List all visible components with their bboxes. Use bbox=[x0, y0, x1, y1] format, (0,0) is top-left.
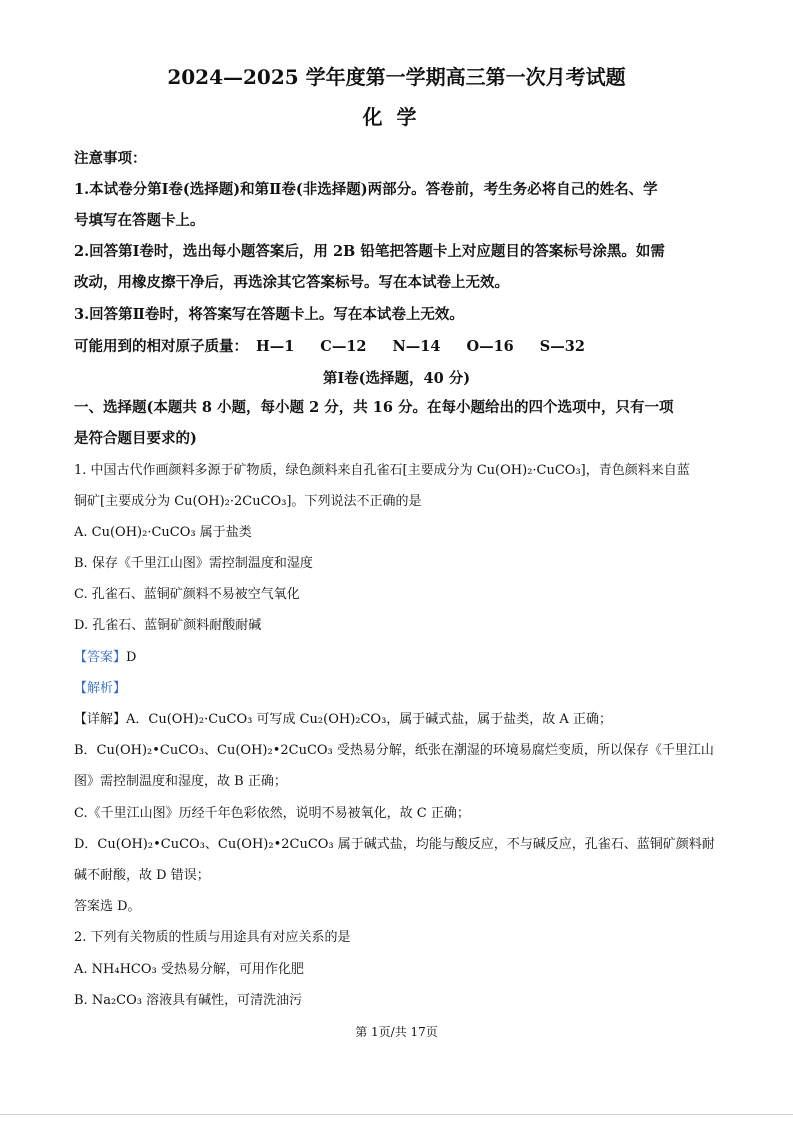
q2-option-b: B. Na₂CO₃ 溶液具有碱性，可清洗油污 bbox=[74, 993, 303, 1008]
atomic-mass-o: O—16 bbox=[466, 338, 514, 355]
q1-option-a: A. Cu(OH)₂·CuCO₃ 属于盐类 bbox=[74, 525, 252, 540]
notice-item-2-line-2: 改动，用橡皮擦干净后，再选涂其它答案标号。写在本试卷上无效。 bbox=[74, 274, 509, 291]
bottom-divider bbox=[0, 1114, 793, 1115]
q1-conclusion: 答案选 D。 bbox=[74, 899, 141, 914]
answer-value: D bbox=[126, 650, 137, 665]
section-1-instructions-line-1: 一、选择题(本题共 8 小题，每小题 2 分，共 16 分。在每小题给出的四个选项中，只有一项 bbox=[74, 399, 674, 416]
atomic-mass-h: H—1 bbox=[256, 338, 295, 355]
q1-option-d: D. 孔雀石、蓝铜矿颜料耐酸耐碱 bbox=[74, 618, 262, 633]
q2-stem: 2. 下列有关物质的性质与用途具有对应关系的是 bbox=[74, 930, 351, 945]
notice-item-1-line-1: 1.本试卷分第Ⅰ卷(选择题)和第Ⅱ卷(非选择题)两部分。答卷前，考生务必将自己的姓名、学 bbox=[74, 181, 658, 198]
notice-heading: 注意事项： bbox=[74, 150, 147, 167]
q1-detail-c: C.《千里江山图》历经千年色彩依然，说明不易被氧化，故 C 正确； bbox=[74, 806, 470, 821]
notice-item-1-line-2: 号填写在答题卡上。 bbox=[74, 212, 205, 229]
page-number: 第 1页/共 17页 bbox=[355, 1025, 438, 1039]
q1-detail-a bbox=[74, 711, 612, 729]
page-title: 2024—2025 学年度第一学期高三第一次月考试题 bbox=[167, 65, 626, 89]
q1-detail-d-line-1: D．Cu(OH)₂•CuCO₃、Cu(OH)₂•2CuCO₃ 属于碱式盐，均能与酸反应，不与碱反应，孔雀石、蓝铜矿颜料耐 bbox=[74, 837, 715, 852]
detail-a-text: A．Cu(OH)₂·CuCO₃ 可写成 Cu₂(OH)₂CO₃，属于碱式盐，属于盐类，故 A 正确； bbox=[126, 712, 612, 727]
atomic-mass-c: C—12 bbox=[320, 338, 367, 355]
atomic-mass-label: 可能用到的相对原子质量： bbox=[74, 338, 248, 355]
notice-item-3: 3.回答第Ⅱ卷时，将答案写在答题卡上。写在本试卷上无效。 bbox=[74, 306, 464, 323]
notice-item-2-line-1: 2.回答第Ⅰ卷时，选出每小题答案后，用 2B 铅笔把答题卡上对应题目的答案标号涂黑。如需 bbox=[74, 243, 665, 260]
analysis-tag: 【解析】 bbox=[74, 681, 127, 696]
subject-title: 化学 bbox=[362, 105, 431, 129]
q1-answer bbox=[74, 649, 136, 667]
section-1-instructions-line-2: 是符合题目要求的) bbox=[74, 430, 197, 447]
q1-option-b: B. 保存《千里江山图》需控制温度和湿度 bbox=[74, 556, 313, 571]
section-1-title: 第Ⅰ卷(选择题，40 分) bbox=[322, 370, 471, 387]
q1-stem-line-2: 铜矿[主要成分为 Cu(OH)₂·2CuCO₃]。下列说法不正确的是 bbox=[74, 494, 422, 509]
atomic-mass-n: N—14 bbox=[392, 338, 441, 355]
answer-tag: 【答案】 bbox=[74, 650, 127, 665]
q1-detail-d-line-2: 碱不耐酸，故 D 错误； bbox=[74, 868, 210, 883]
detail-tag: 【详解】 bbox=[74, 712, 127, 727]
q1-option-c: C. 孔雀石、蓝铜矿颜料不易被空气氧化 bbox=[74, 587, 300, 602]
q1-detail-b-line-2: 图》需控制温度和湿度，故 B 正确； bbox=[74, 774, 287, 789]
atomic-mass-line bbox=[74, 338, 611, 356]
q1-detail-b-line-1: B．Cu(OH)₂•CuCO₃、Cu(OH)₂•2CuCO₃ 受热易分解，纸张在潮湿的环境易腐烂变质，所以保存《千里江山 bbox=[74, 743, 714, 758]
q2-option-a: A. NH₄HCO₃ 受热易分解，可用作化肥 bbox=[74, 962, 304, 977]
atomic-mass-s: S—32 bbox=[539, 338, 585, 355]
q1-stem-line-1: 1. 中国古代作画颜料多源于矿物质，绿色颜料来自孔雀石[主要成分为 Cu(OH)₂·CuCO₃]，青色颜料来自蓝 bbox=[74, 463, 690, 478]
